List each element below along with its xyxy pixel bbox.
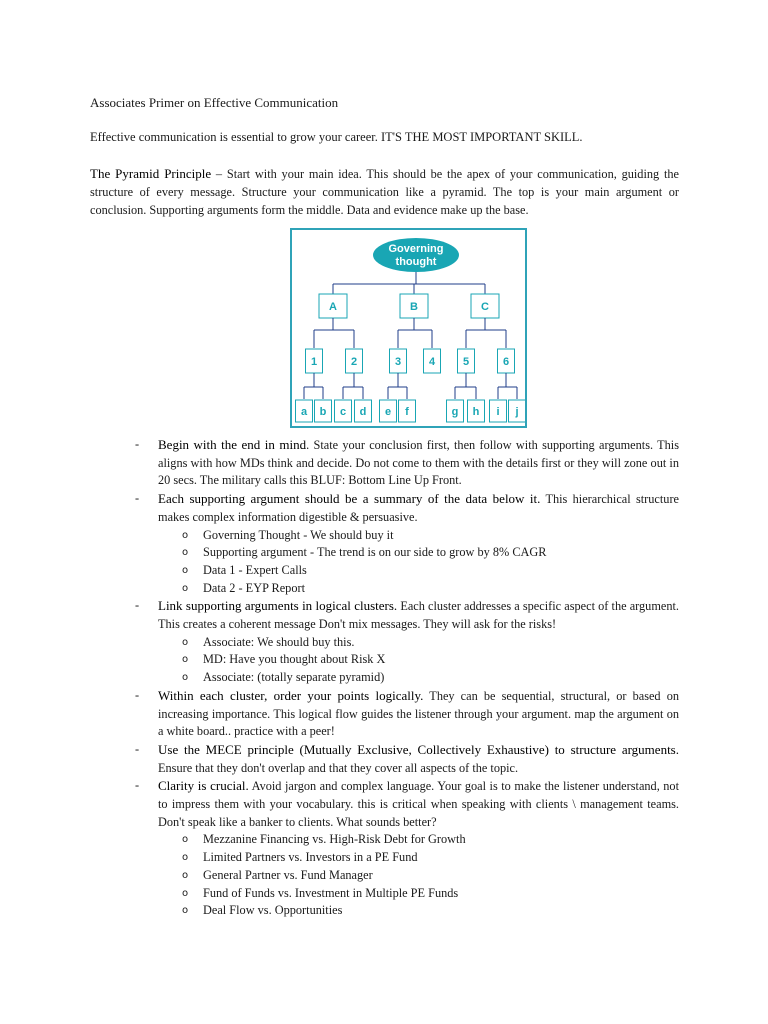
document-title: Associates Primer on Effective Communication xyxy=(90,95,339,110)
level3-node-label: f xyxy=(405,406,409,418)
sub-item-text: Mezzanine Financing vs. High-Risk Debt for Growth xyxy=(203,832,466,847)
sub-item xyxy=(135,651,679,669)
sub-item-text: Supporting argument - The trend is on our side to grow by 8% CAGR xyxy=(203,545,547,560)
circle-bullet: o xyxy=(182,869,189,881)
item-text: . State your conclusion first, then follow with supporting arguments. This aligns with how MDs think and decide. Do not come to them with the details first or they will zone out in 20 secs. The military calls this BLUF: Bottom Line Up Front. xyxy=(158,438,680,488)
dash-bullet: - xyxy=(135,491,140,506)
sub-item xyxy=(135,902,679,920)
sub-item xyxy=(135,831,679,849)
sub-item xyxy=(135,544,679,562)
sub-item-text: Associate: (totally separate pyramid) xyxy=(203,670,385,685)
level3-node-label: i xyxy=(496,406,500,418)
level2-node-label: 4 xyxy=(428,356,436,368)
circle-bullet: o xyxy=(182,905,189,917)
item-text: They can be sequential, structural, or based on increasing importance. This logical flow guides the listener through your argument. map the argument on a white board.. practice with a peer! xyxy=(158,688,679,739)
sub-item xyxy=(135,527,679,545)
dash-bullet: - xyxy=(135,437,140,451)
pyramid-text: – Start with your main idea. This should be the apex of your communication, guiding the structure of every message. Structure your communication like a pyramid. The top is your main argument or conclusion. Supporting arguments form the middle. Data and evidence make up the base. xyxy=(90,167,679,217)
list-item xyxy=(135,777,679,831)
circle-bullet: o xyxy=(182,564,189,576)
level1-node-label: A xyxy=(329,301,337,313)
sub-item-text: Data 1 - Expert Calls xyxy=(203,562,307,577)
sub-item-text: Deal Flow vs. Opportunities xyxy=(203,903,343,918)
sub-item-text: Data 2 - EYP Report xyxy=(203,580,305,595)
dash-bullet: - xyxy=(135,687,140,702)
intro-paragraph: Effective communication is essential to grow your career. IT'S THE MOST IMPORTANT SKILL. xyxy=(90,130,583,144)
dash-bullet: - xyxy=(135,598,140,613)
level3-node-label: a xyxy=(300,406,308,418)
circle-bullet: o xyxy=(182,654,189,666)
pyramid-diagram xyxy=(290,228,527,428)
sub-item-text: MD: Have you thought about Risk X xyxy=(203,652,386,667)
pyramid-paragraph xyxy=(90,165,679,219)
item-lead: Each supporting argument should be a summary of the data below it. xyxy=(158,491,541,507)
circle-bullet: o xyxy=(182,672,189,684)
dash-bullet: - xyxy=(135,741,140,756)
item-text: Ensure that they don't overlap and that they cover all aspects of the topic. xyxy=(158,760,519,775)
level2-node-label: 6 xyxy=(502,356,510,368)
list-item xyxy=(135,597,679,633)
level1-node-label: B xyxy=(410,301,418,313)
dash-bullet: - xyxy=(135,778,140,793)
item-text: This hierarchical structure makes complex information digestible & persuasive. xyxy=(158,492,679,524)
list-item xyxy=(135,687,679,741)
level1-node-label: C xyxy=(481,301,489,313)
sub-item-text: Governing Thought - We should buy it xyxy=(203,527,394,542)
sub-item xyxy=(135,634,679,652)
level3-node-label: e xyxy=(384,406,392,418)
circle-bullet: o xyxy=(182,582,189,594)
level3-node-label: d xyxy=(359,406,367,418)
sub-item xyxy=(135,885,679,903)
pyramid-heading: The Pyramid Principle xyxy=(90,166,212,181)
circle-bullet: o xyxy=(182,887,189,899)
governing-thought-label: thought xyxy=(395,256,437,268)
sub-item-text: Fund of Funds vs. Investment in Multiple PE Funds xyxy=(203,885,459,900)
level3-node-label: g xyxy=(451,406,459,418)
level2-node-label: 2 xyxy=(350,356,358,368)
level3-node-label: c xyxy=(339,406,347,418)
sub-item xyxy=(135,562,679,580)
circle-bullet: o xyxy=(182,834,189,846)
sub-item-text: Associate: We should buy this. xyxy=(203,634,355,649)
circle-bullet: o xyxy=(182,529,189,541)
principles-list xyxy=(135,436,679,920)
circle-bullet: o xyxy=(182,636,189,648)
sub-item-text: Limited Partners vs. Investors in a PE Fund xyxy=(203,850,418,865)
sub-item xyxy=(135,867,679,885)
list-item xyxy=(135,741,679,777)
item-lead: Begin with the end in mind xyxy=(158,437,307,452)
item-text: Each cluster addresses a specific aspect of the argument. This creates a coherent message Don't mix messages. They will ask for the risks! xyxy=(158,599,679,632)
governing-thought-label: Governing xyxy=(388,243,444,255)
level2-node-label: 1 xyxy=(310,356,318,368)
pyramid-tree xyxy=(292,230,525,426)
level3-node-label: h xyxy=(472,406,480,418)
sub-item-text: General Partner vs. Fund Manager xyxy=(203,867,373,882)
list-item xyxy=(135,490,679,526)
item-lead: Clarity is crucial. xyxy=(158,778,249,794)
item-lead: Use the MECE principle (Mutually Exclusive, Collectively Exhaustive) to structure arguments. xyxy=(158,741,679,757)
item-text: Avoid jargon and complex language. Your goal is to make the listener understand, not to impress them with your vocabulary. this is critical when speaking with clients \ management teams. Don't speak like a banker to clients. What sounds better? xyxy=(158,779,679,829)
circle-bullet: o xyxy=(182,547,189,559)
level3-node-label: b xyxy=(319,406,327,418)
item-lead: Link supporting arguments in logical clusters. xyxy=(158,598,398,614)
sub-item xyxy=(135,669,679,687)
list-item xyxy=(135,436,679,490)
sub-item xyxy=(135,580,679,598)
sub-item xyxy=(135,849,679,867)
level2-node-label: 5 xyxy=(462,356,470,368)
item-lead: Within each cluster, order your points logically. xyxy=(158,687,424,703)
level3-node-label: j xyxy=(515,406,519,418)
level2-node-label: 3 xyxy=(394,356,402,368)
circle-bullet: o xyxy=(182,852,189,864)
